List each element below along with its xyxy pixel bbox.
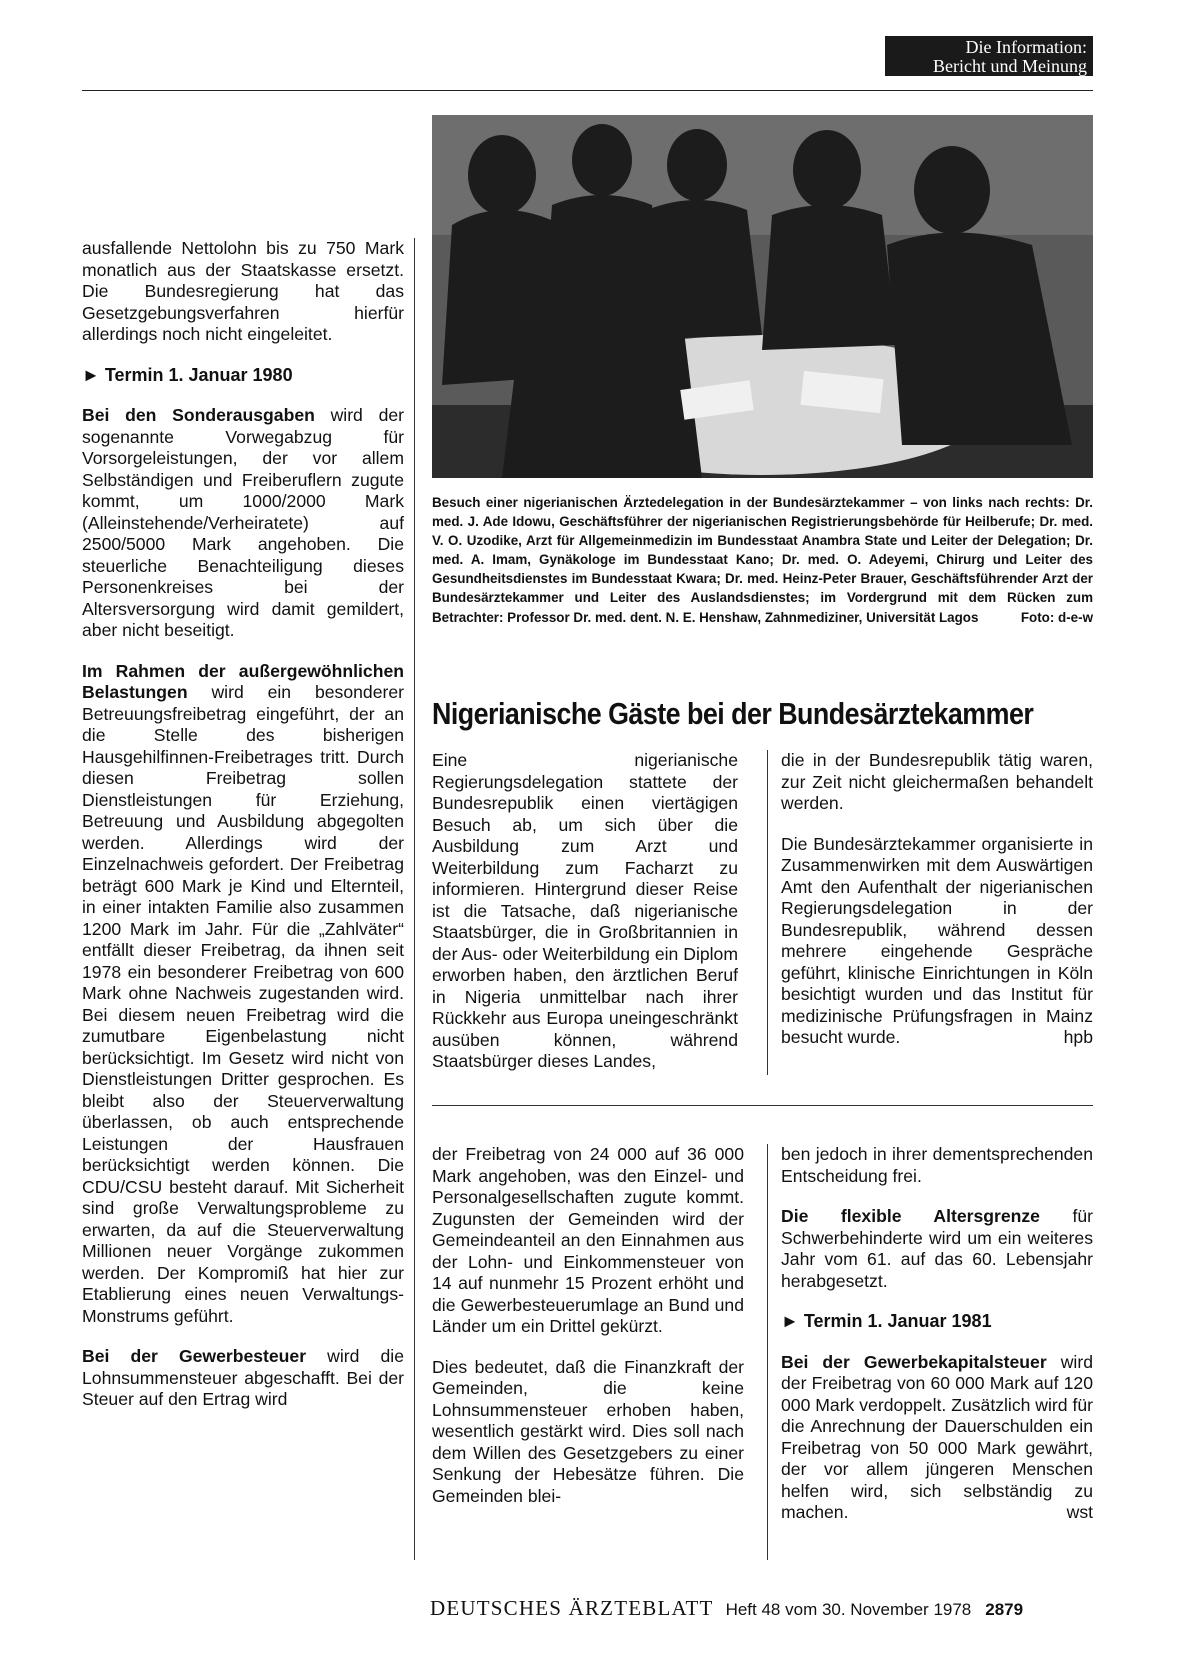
photo-caption-text: Besuch einer nigerianischen Ärztedelegation in der Bundesärztekammer – von links nach rechts: Dr. med. J. Ade Idowu, Geschäftsführer der nigerianischen Registrierungsbehörde für Heilberufe; Dr. med. V. O. Uzodike, Arzt für Allgemeinmedizin im Bundesstaat Anambra State und Leiter der Delegation; Dr. med. A. Imam, Gynäkologe im Bundesstaat Kano; Dr. med. O. Adeyemi, Chirurg und Leiter des Gesundheitsdienstes im Bundesstaat Kwara; Dr. med. Heinz-Peter Brauer, Geschäftsführender Arzt der Bundesärztekammer und Leiter des Auslandsdienstes; im Vordergrund mit dem Rücken zum Betrachter: Professor Dr. med. dent. N. E. Henshaw, Zahnmediziner, Universität Lagos [432,495,1093,625]
magazine-name: DEUTSCHES ÄRZTEBLATT [430,1596,714,1620]
lower-middle-column [432,1144,744,1507]
article-column-2-p2 [781,834,1093,1049]
left-paragraph-4 [82,1346,404,1411]
article-signature: hpb [1063,1027,1093,1047]
article-column-1-text: Eine nigerianische Regierungsdelegation stattete der Bundesrepublik einen viertägigen Besuch ab, um sich über die Ausbildung zum Arzt und Weiterbildung zum Facharzt zu informieren. Hintergrund dieser Reise ist die Tatsache, daß nigerianische Staatsbürger, die in Großbritannien in der Aus- oder Weiterbildung ein Diplom erworben haben, den ärztlichen Beruf in Nigeria unmittelbar nach ihrer Rückkehr aus Europa uneingeschränkt ausüben können, während Staatsbürger dieses Landes, [432,750,738,1071]
termin-1980-heading: ► Termin 1. Januar 1980 [82,364,293,385]
column-divider-left [414,238,415,1560]
left-paragraph-4-lead: Bei der Gewerbesteuer [82,1346,307,1366]
lower-right-paragraph-2 [781,1206,1093,1292]
lower-right-paragraph-3 [781,1352,1093,1524]
article-column-2-p1: die in der Bundesrepublik tätig waren, zur Zeit nicht gleichermaßen behandelt werden. [781,750,1093,813]
left-paragraph-2-lead: Bei den Sonderausgaben [82,405,315,425]
header-divider [82,90,1093,91]
left-column [82,238,404,1411]
lower-right-paragraph-3-body: wird der Freibetrag von 60 000 Mark auf 120 000 Mark verdoppelt. Zusätzlich wird für die Anrechnung der Dauerschulden ein Freibetrag von 50 000 Mark gewährt, der vor allem jüngeren Menschen helfen wird, sich selbständig zu machen. [781,1351,1093,1522]
column-divider-lower [767,1144,768,1560]
section-label [885,36,1093,76]
article-column-2-p2-text: Die Bundesärztekammer organisierte in Zusammenwirken mit dem Auswärtigen Amt den Aufenthalt der nigerianischen Regierungsdelegation in der Bundesrepublik, während dessen mehrere eingehende Gespräche geführt, klinische Einrichtungen in Köln besichtigt wurden und das Institut für medizinische Prüfungsfragen in Mainz besucht wurde. [781,833,1093,1047]
lower-middle-paragraph-2: Dies bedeutet, daß die Finanzkraft der Gemeinden, die keine Lohnsummensteuer erhoben haben, wesentlich gestärkt wird. Dies soll nach dem Willen des Gesetzgebers zu einer Senkung der Hebesätze führen. Die Gemeinden blei- [432,1356,744,1506]
delegation-photo [432,115,1093,478]
article-bottom-divider [432,1105,1093,1106]
section-label-line2: Bericht und Meinung [933,56,1087,76]
page-number: 2879 [985,1600,1024,1619]
lower-middle-paragraph-1: der Freibetrag von 24 000 auf 36 000 Mark angehoben, was den Einzel- und Personalgesellschaften zugute kommt. Zugunsten der Gemeinden wird der Gemeindeanteil an den Einnahmen aus der Lohn- und Einkommensteuer von 14 auf nunmehr 15 Prozent erhöht und die Gewerbesteuerumlage an Bund und Länder um ein Drittel gekürzt. [432,1144,744,1336]
left-paragraph-1: ausfallende Nettolohn bis zu 750 Mark monatlich aus der Staatskasse ersetzt. Die Bundesregierung hat das Gesetzgebungsverfahren hierfür allerdings noch nicht eingeleitet. [82,238,404,344]
issue-info: Heft 48 vom 30. November 1978 [725,1600,972,1619]
lower-right-paragraph-3-lead: Bei der Gewerbekapitalsteuer [781,1351,1047,1372]
left-paragraph-2 [82,405,404,642]
column-divider-article [767,750,768,1075]
page-footer [430,1596,1100,1621]
section-label-line1: Die Information: [965,37,1087,57]
lower-right-signature: wst [1066,1502,1093,1522]
lower-right-column [781,1144,1093,1524]
delegation-photo-image [432,115,1093,478]
lower-right-paragraph-2-lead: Die flexible Altersgrenze [781,1206,1040,1226]
left-paragraph-3 [82,661,404,1328]
left-paragraph-3-body: wird ein besonderer Betreuungsfreibetrag eingeführt, der an die Stelle des bisherigen Hausgehilfinnen-Freibetrages tritt. Durch diesen Freibetrag sollen Dienstleistungen für Erziehung, Betreuung und Ausbildung abgegolten werden. Allerdings wird der Einzelnachweis gefordert. Der Freibetrag beträgt 600 Mark je Kind und Elternteil, in einer intakten Familie also zusammen 1200 Mark im Jahr. Für die „Zahlväter“ entfällt dieser Freibetrag, da ihnen seit 1978 ein besonderer Freibetrag von 600 Mark ohne Nachweis zugestanden wird. Bei diesem neuen Freibetrag wird die zumutbare Eigenbelastung nicht berücksichtigt. Im Gesetz wird nicht von Dienstleistungen Dritter gesprochen. Es bleibt also der Steuerverwaltung überlassen, ob auch entsprechende Leistungen der Hausfrauen berücksichtigt werden können. Die CDU/CSU besteht darauf. Mit Sicherheit sind große Verwaltungsprobleme zu erwarten, da auf die Steuerverwaltung Millionen neuer Vorgänge zukommen werden. Der Kompromiß hat hier zur Etablierung eines neuen Verwaltungs-Monstrums geführt. [82,682,404,1326]
article-column-2 [781,750,1093,1049]
left-paragraph-4-body: wird die Lohnsummensteuer abgeschafft. Bei der Steuer auf den Ertrag wird [82,1346,404,1409]
photo-credit: Foto: d-e-w [1020,609,1093,625]
article-column-1 [432,750,738,1073]
left-paragraph-2-body: wird der sogenannte Vorwegabzug für Vorsorgeleistungen, der vor allem Selbständigen und Freiberuflern zugute kommt, um 1000/2000 Mark (Alleinstehende/Verheiratete) auf 2500/5000 Mark angehoben. Die steuerliche Benachteiligung dieses Personenkreises bei der Altersversorgung wird damit gemildert, aber nicht beseitigt. [82,405,405,640]
lower-right-paragraph-2-body: für Schwerbehinderte wird um ein weiteres Jahr vom 61. auf das 60. Lebensjahr herabgesetzt. [781,1206,1093,1291]
article-headline: Nigerianische Gäste bei der Bundesärztekammer [432,697,1034,731]
lower-right-paragraph-1: ben jedoch in ihrer dementsprechenden Entscheidung frei. [781,1144,1093,1186]
termin-1981-heading: ► Termin 1. Januar 1981 [781,1311,992,1331]
left-paragraph-3-lead: Im Rahmen der außergewöhnlichen Belastungen [82,660,404,702]
photo-caption [432,493,1093,627]
